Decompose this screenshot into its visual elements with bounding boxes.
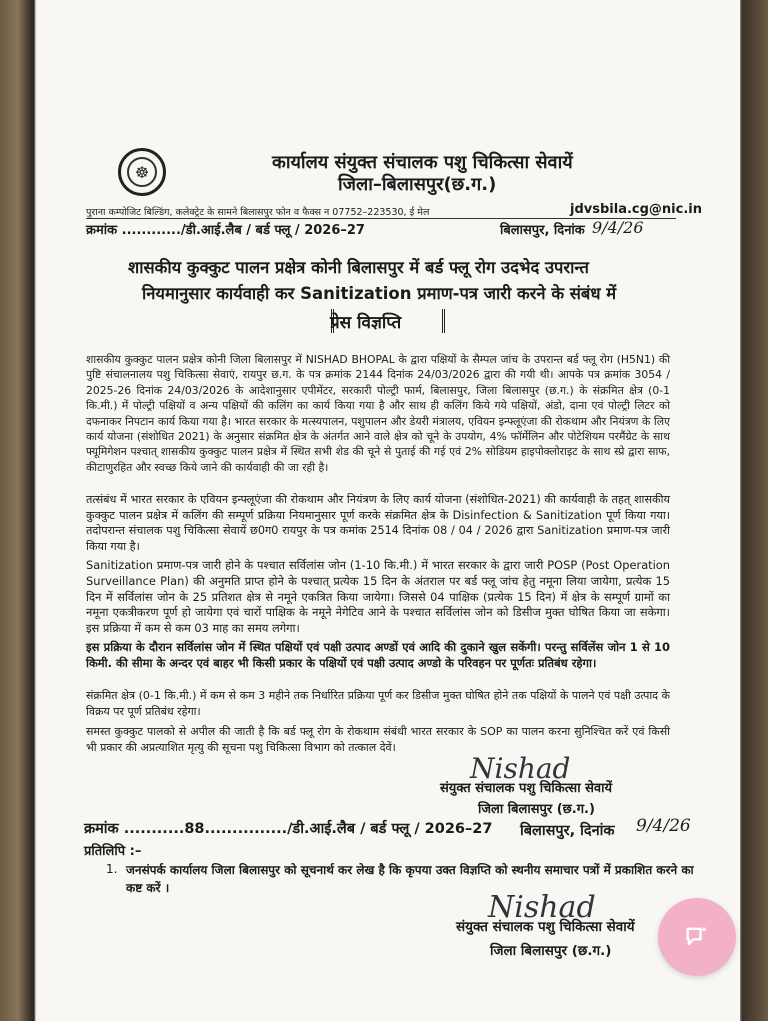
reference-number-top: क्रमांक ............/डी.आई.लैब / बर्ड फ्लू / 2026–27 xyxy=(86,223,365,238)
chat-sparkle-icon xyxy=(683,923,711,951)
signatory-title-1: संयुक्त संचालक पशु चिकित्सा सेवायें xyxy=(440,781,613,796)
handwritten-date-bottom: 9/4/26 xyxy=(636,816,691,836)
office-address: पुराना कम्पोजिट बिल्डिंग, कलेक्ट्रेट के सामने बिलासपुर फोन व फैक्स न 07752–223530, ई मेल xyxy=(86,207,430,218)
signature-1: Nishad xyxy=(470,752,571,785)
press-release-title: प्रेस विज्ञप्ति xyxy=(330,313,402,333)
signatory-title-2: संयुक्त संचालक पशु चिकित्सा सेवायें xyxy=(456,919,635,935)
office-district: जिला–बिलासपुर(छ.ग.) xyxy=(338,174,497,195)
copy-item-text: जनसंपर्क कार्यालय जिला बिलासपुर को सूचनार्थ कर लेख है कि कृपया उक्त विज्ञप्ति को स्थनीय समाचार पत्रों में प्रकाशित करने का कष्ट करें । xyxy=(126,863,694,895)
copy-label: प्रतिलिपि :– xyxy=(84,844,142,859)
paragraph-2: तत्संबंध में भारत सरकार के एवियन इन्फ्लूएंजा की रोकथाम और नियंत्रण के लिए कार्य योजना (संशोधित-2021) की कार्यवाही के तहत् शासकीय कुक्कुट पालन प्रक्षेत्र में कलिंग की सम्पूर्ण प्रक्रिया नियमानुसार पूर्ण करके संक्रमित क्षेत्र के Disinfection & Sanitization पूर्ण किया गया। तदोपरान्त संचालक पशु चिकित्सा सेवायें छ0ग0 रायपुर के पत्र कमांक 2514 दिनांक 08 / 04 / 2026 द्वारा Sanitization प्रमाण-पत्र जारी किया गया है। xyxy=(86,493,670,553)
assistant-fab-button[interactable] xyxy=(658,898,736,976)
copy-item-number: 1. xyxy=(106,862,118,876)
subject-line-2: नियमानुसार कार्यवाही कर Sanitization प्रमाण-पत्र जारी करने के संबंध में xyxy=(142,284,617,303)
signatory-district-1: जिला बिलासपुर (छ.ग.) xyxy=(478,802,595,817)
office-name: कार्यालय संयुक्त संचालक पशु चिकित्सा सेवायें xyxy=(272,152,573,173)
handwritten-date-top: 9/4/26 xyxy=(592,218,644,237)
reference-number-bottom: क्रमांक ...........88.............../डी.आई.लैब / बर्ड फ्लू / 2026–27 xyxy=(84,821,493,837)
office-email: jdvsbila.cg@nic.in xyxy=(570,202,702,217)
place-date-top: बिलासपुर, दिनांक xyxy=(500,223,585,238)
paragraph-1: शासकीय कुक्कुट पालन प्रक्षेत्र कोनी जिला बिलासपुर में NISHAD BHOPAL के द्वारा पक्षियों के सैम्पल जांच के उपरान्त बर्ड फ्लू रोग (H5N1) की पुष्टि संचालनालय पशु चिकित्सा सेवाएं, रायपुर छ.ग. के पत्र क्रमांक 2144 दिनांक 24/03/2026 द्वारा की गयी थी। आपके पत्र क्रमांक 3054 / 2025-26 दिनांक 24/03/2026 के आदेशानुसार एपीमेंटर, सरकारी पोल्ट्री फार्म, बिलासपुर, जिला बिलासपुर (छ.ग.) के संक्रमित क्षेत्र (0-1 कि.मी.) में पोल्ट्री पक्षियों व अन्य पक्षियों की कलिंग का कार्य किया गया है और साथ ही कलिंग किये गये पक्षियों, अंडो, दाना एवं पोल्ट्री लिटर को दफनाकर निपटान कार्य किया गया है। भारत सरकार के मत्स्यपालन, पशुपालन और डेयरी मंत्रालय, एवियन इन्फ्लूएंजा की रोकथाम और नियंत्रण के लिए कार्य योजना (संशोधित 2021) के अनुसार संक्रमित क्षेत्र के अंतर्गत आने वाले क्षेत्र को चूने के उपयोग, 4% फॉर्मेलिन और पोटेशियम परमैंग्रेट के साथ फ्यूमिगेशन पश्चात् शासकीय कुक्कुट पालन प्रक्षेत्र में स्थित सभी शेड की चूने से पुताई की गई एवं 2% सोडियम हाइपोक्लोराइट के साथ स्प्रे द्वारा साफ, कीटाणुरहित और स्वच्छ किये जाने की कार्यवाही की जा रही है। xyxy=(86,353,670,474)
paragraph-5: संक्रमित क्षेत्र (0-1 कि.मी.) में कम से कम 3 महीने तक निर्धारित प्रक्रिया पूर्ण कर डिसीज मुक्त घोषित होने तक पक्षियों के पालने एवं पक्षी उत्पाद के विक्रय पर पूर्ण प्रतिबंध रहेगा। xyxy=(86,689,670,718)
signatory-district-2: जिला बिलासपुर (छ.ग.) xyxy=(490,943,612,959)
signature-2: Nishad xyxy=(488,890,596,925)
government-seal-icon: ☸ xyxy=(118,148,166,196)
paragraph-6: समस्त कुक्कुट पालको से अपील की जाती है कि बर्ड फ्लू रोग के रोकथाम संबंधी भारत सरकार के SOP का पालन करना सुनिश्चित करें एवं किसी भी प्रकार की अप्रत्याशित मृत्यु की सूचना पशु चिकित्सा विभाग को तत्काल देवें। xyxy=(86,725,670,754)
subject-line-1: शासकीय कुक्कुट पालन प्रक्षेत्र कोनी बिलासपुर में बर्ड फ्लू रोग उदभेद उपरान्त xyxy=(128,258,589,277)
place-date-bottom: बिलासपुर, दिनांक xyxy=(520,823,615,839)
paragraph-3: Sanitization प्रमाण-पत्र जारी होने के पश्चात सर्विलांस जोन (1-10 कि.मी.) में भारत सरकार के द्वारा जारी POSP (Post Operation Surveillance Plan) की अनुमति प्राप्त होने के पश्चात् प्रत्येक 15 दिन के अंतराल पर बर्ड फ्लू जांच हेतु नमूना लिया जायेगा, प्रत्येक 15 दिन में सर्विलांस जोन के 25 प्रतिशत क्षेत्र से नमूने एकत्रित किया जायेगा। जिससे 04 पाक्षिक (प्रत्येक 15 दिन) में क्षेत्र के सम्पूर्ण ग्रामों का नमूना एकत्रीकरण पूर्ण हो जायेगा एवं चारों पाक्षिक के नमूने नेगेटिव आने के पश्चात सर्विलांस जोन को डिसीज मुक्त घोषित किया जा सकेगा। इस प्रक्रिया में कम से कम 03 माह का समय लगेगा। xyxy=(86,558,670,636)
header-divider xyxy=(86,218,676,219)
paragraph-4: इस प्रक्रिया के दौरान सर्विलांस जोन में स्थित पक्षियों एवं पक्षी उत्पाद अण्डों एवं आदि की दुकाने खुल सकेंगी। परन्तु सर्विलेंस जोन 1 से 10 किमी. की सीमा के अन्दर एवं बाहर भी किसी प्रकार के पक्षियों एवं पक्षी उत्पाद अण्डो के परिवहन पर पूर्णतः प्रतिबंध रहेगा। xyxy=(86,640,670,670)
